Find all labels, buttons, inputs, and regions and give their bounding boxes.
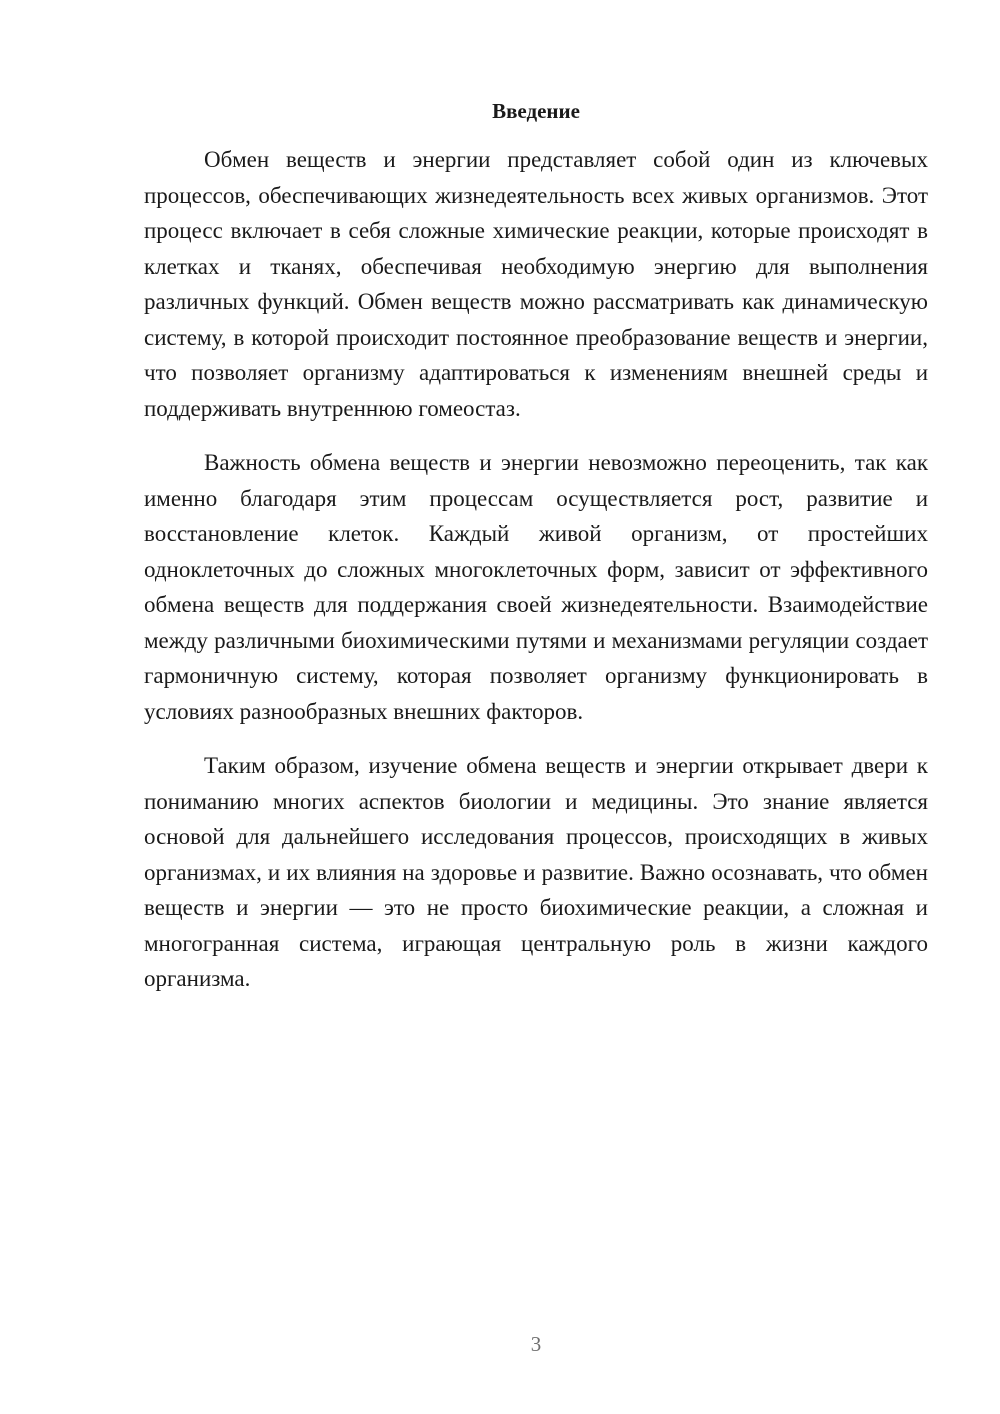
page-number: 3: [530, 1332, 542, 1356]
paragraph-2: Важность обмена веществ и энергии невозможно переоценить, так как именно благодаря этим процессам осуществляется рост, развитие и восстановление клеток. Каждый живой организм, от простейших одноклеточных до сложных многоклеточных форм, зависит от эффективного обмена веществ для поддержания своей жизнедеятельности. Взаимодействие между различными биохимическими путями и механизмами регуляции создает гармоничную систему, которая позволяет организму функционировать в условиях разнообразных внешних факторов.: [144, 450, 928, 724]
page-content: [144, 96, 928, 1016]
paragraph-3: Таким образом, изучение обмена веществ и энергии открывает двери к пониманию многих аспектов биологии и медицины. Это знание является основой для дальнейшего исследования процессов, происходящих в живых организмах, и их влияния на здоровье и развитие. Важно осознавать, что обмен веществ и энергии — это не просто биохимические реакции, а сложная и многогранная система, играющая центральную роль в жизни каждого организма.: [144, 753, 928, 991]
section-title: Введение: [492, 99, 580, 123]
paragraph-1: Обмен веществ и энергии представляет собой один из ключевых процессов, обеспечивающих жизнедеятельность всех живых организмов. Этот процесс включает в себя сложные химические реакции, которые происходят в клетках и тканях, обеспечивая необходимую энергию для выполнения различных функций. Обмен веществ можно рассматривать как динамическую систему, в которой происходит постоянное преобразование веществ и энергии, что позволяет организму адаптироваться к изменениям внешней среды и поддерживать внутреннюю гомеостаз.: [144, 147, 928, 421]
